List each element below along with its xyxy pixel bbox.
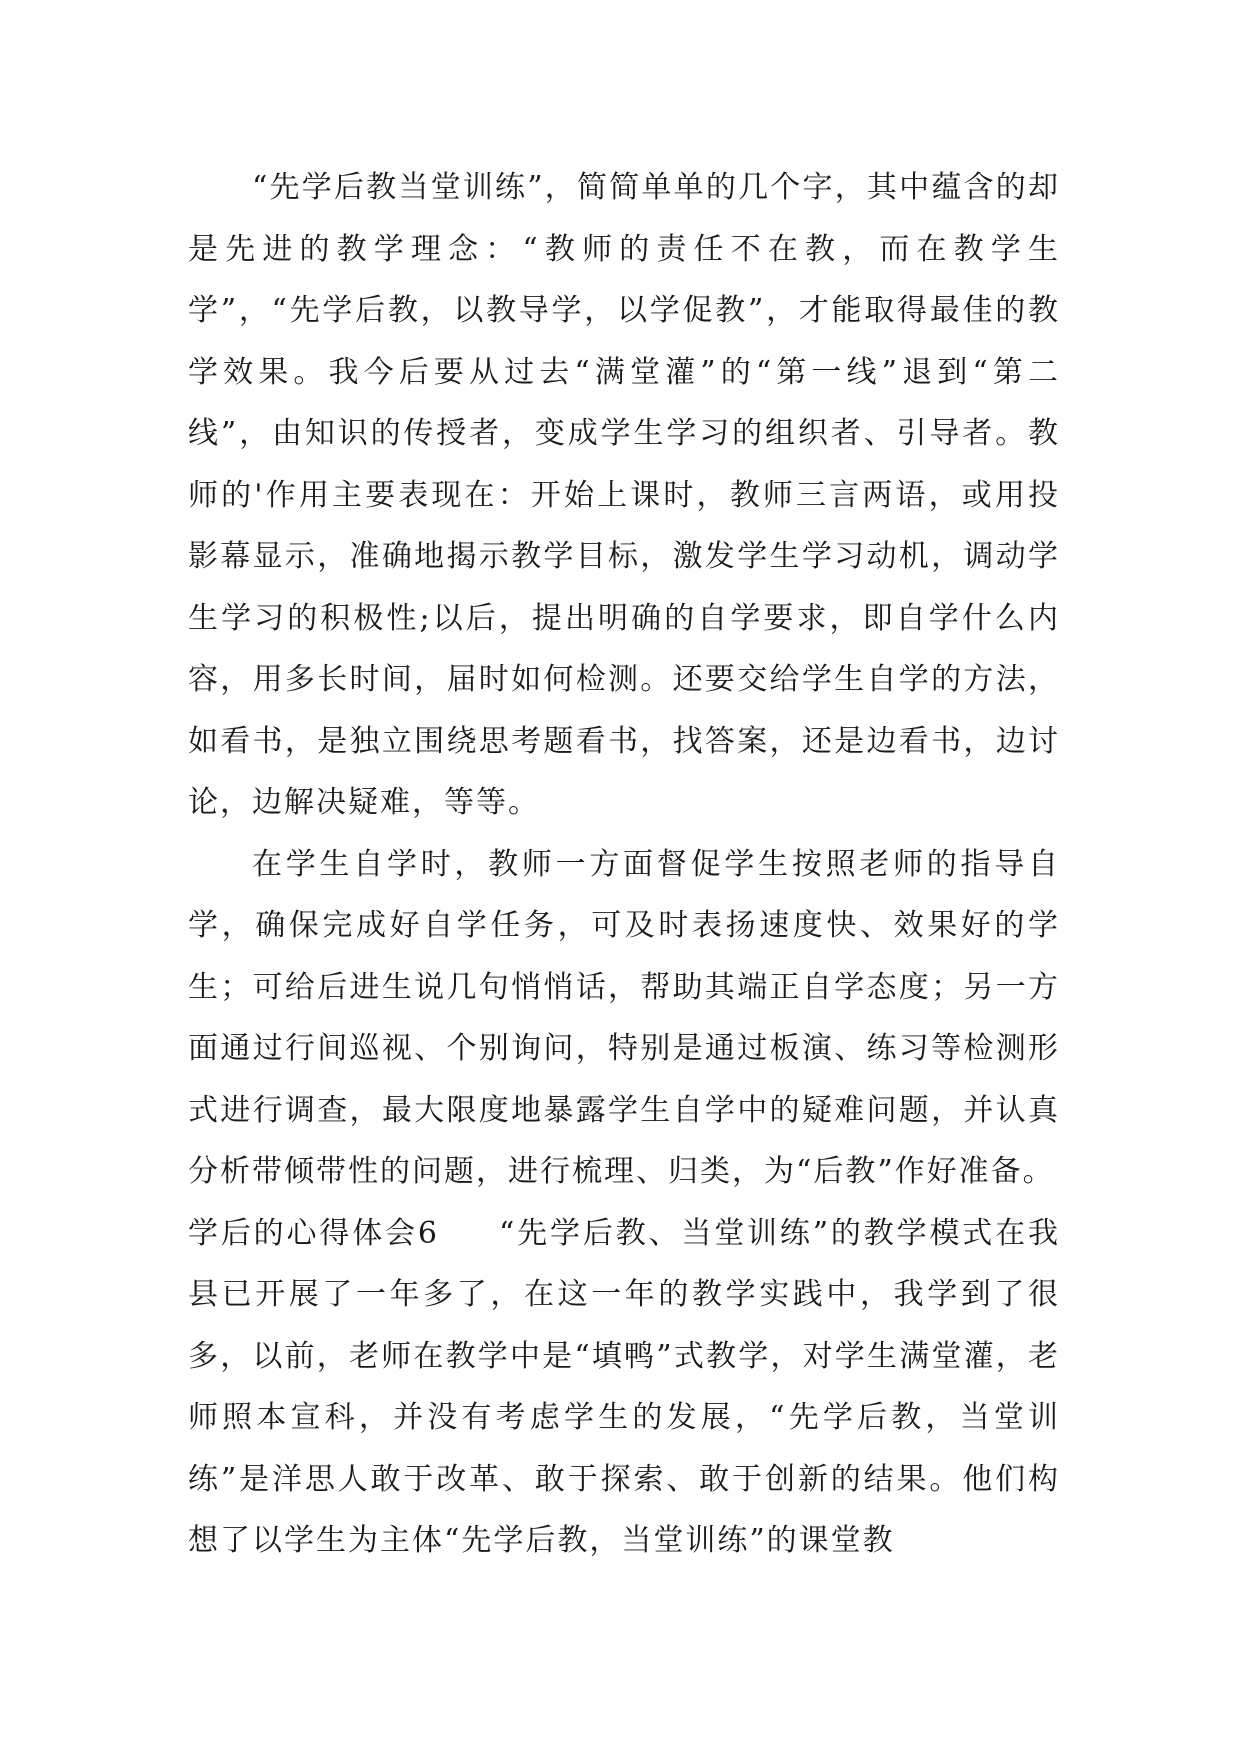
document-body (188, 157, 1060, 1572)
section-text: “先学后教、当堂训练”的教学模式在我县已开展了一年多了，在这一年的教学实践中，我学到了很多，以前，老师在教学中是“填鸭”式教学，对学生满堂灌，老师照本宣科，并没有考虑学生的发展，“先学后教，当堂训练”是洋思人敢于改革、敢于探索、敢于创新的结果。他们构想了以学生为主体“先学后教，当堂训练”的课堂教 (188, 1215, 1060, 1558)
section-heading: 学后的心得体会6 (188, 1215, 439, 1251)
paragraph-1: “先学后教当堂训练”，简简单单的几个字，其中蕴含的却是先进的教学理念：“教师的责任不在教，而在教学生学”，“先学后教，以教导学，以学促教”，才能取得最佳的教学效果。我今后要从过去“满堂灌”的“第一线”退到“第二线”，由知识的传授者，变成学生学习的组织者、引导者。教师的'作用主要表现在：开始上课时，教师三言两语，或用投影幕显示，准确地揭示教学目标，激发学生学习动机，调动学生学习的积极性;以后，提出明确的自学要求，即自学什么内容，用多长时间，届时如何检测。还要交给学生自学的方法，如看书，是独立围绕思考题看书，找答案，还是边看书，边讨论，边解决疑难，等等。 (188, 170, 1060, 820)
paragraph-2: 在学生自学时，教师一方面督促学生按照老师的指导自学，确保完成好自学任务，可及时表扬速度快、效果好的学生；可给后进生说几句悄悄话，帮助其端正自学态度；另一方面通过行间巡视、个别询问，特别是通过板演、练习等检测形式进行调查，最大限度地暴露学生自学中的疑难问题，并认真分析带倾带性的问题，进行梳理、归类，为“后教”作好准备。 (188, 846, 1060, 1189)
section-paragraph (188, 1203, 1060, 1572)
